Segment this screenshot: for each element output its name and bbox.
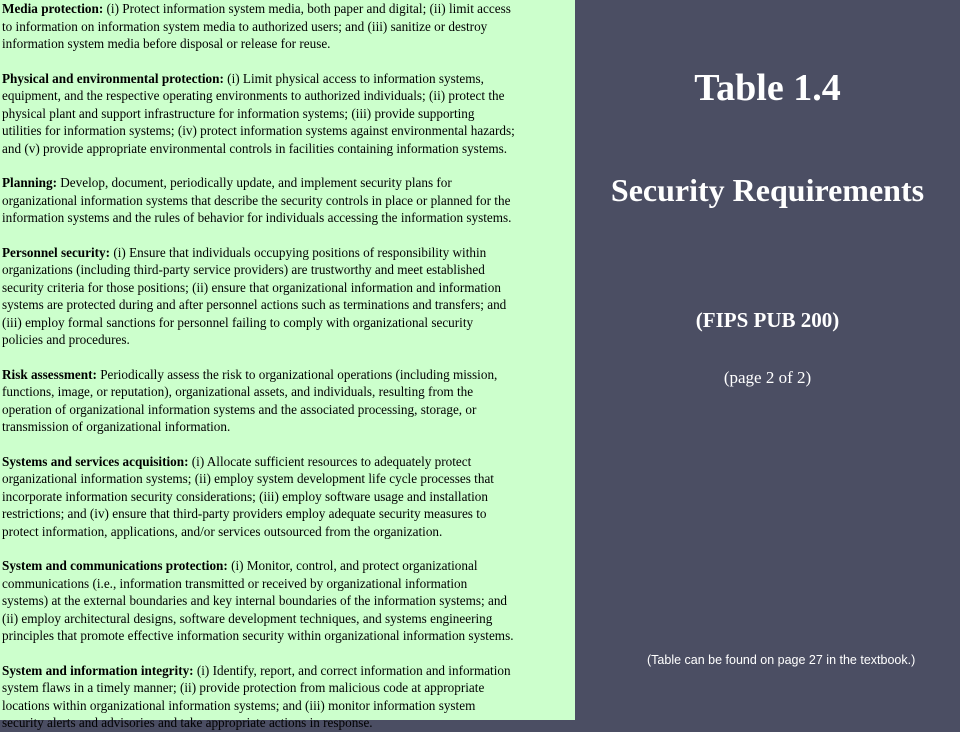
requirement-line <box>2 244 573 262</box>
requirement-text: (i) Allocate sufficient resources to adequately protect <box>188 453 472 469</box>
requirement-item <box>2 0 573 53</box>
requirement-line: policies and procedures. <box>2 332 130 347</box>
requirement-item <box>2 662 573 732</box>
requirement-line <box>2 174 573 192</box>
requirement-text: Develop, document, periodically update, and implement security plans for <box>56 175 452 190</box>
requirement-line: restrictions; and (iv) ensure that third-party providers employ adequate security measures to <box>2 506 487 521</box>
requirement-item <box>2 70 573 158</box>
slide-subtitle: Security Requirements <box>610 172 925 208</box>
requirement-term: Risk assessment: <box>2 366 97 382</box>
requirement-line: information system media before disposal or release for reuse. <box>2 36 331 51</box>
requirement-line: locations within organizational information systems; and (iii) monitor information system <box>2 697 476 713</box>
requirement-line <box>2 70 573 88</box>
requirement-text: Periodically assess the risk to organizational operations (including mission, <box>96 366 498 382</box>
requirement-line: system flaws in a timely manner; (ii) provide protection from malicious code at appropriate <box>2 680 485 695</box>
requirement-line: organizational information systems that describe the security controls in place or planned for the <box>2 192 511 208</box>
requirement-line: organizations (including third-party service providers) are trustworthy and meet established <box>2 262 485 277</box>
requirement-item <box>2 174 573 227</box>
requirement-item <box>2 366 573 436</box>
requirement-line <box>2 557 573 575</box>
requirement-line: functions, image, or reputation), organizational assets, and individuals, resulting from the <box>2 384 474 399</box>
requirement-line: physical plant and support infrastructure for information systems; (iii) provide supporting <box>2 105 475 121</box>
requirement-item <box>2 557 573 645</box>
requirement-term: System and information integrity: <box>2 662 194 678</box>
requirement-line: incorporate information security considerations; (iii) employ software usage and installation <box>2 488 488 504</box>
requirement-line: information systems and the rules of behavior for individuals accessing the information systems. <box>2 210 512 225</box>
requirement-line: (ii) employ architectural designs, software development techniques, and systems engineering <box>2 610 493 626</box>
page-indicator: (page 2 of 2) <box>723 368 812 387</box>
requirement-line: security alerts and advisories and take appropriate actions in response. <box>2 715 373 730</box>
slide-title: Table 1.4 <box>694 67 841 109</box>
source-label: (FIPS PUB 200) <box>695 308 840 332</box>
requirement-text: (i) Ensure that individuals occupying positions of responsibility within <box>110 244 487 260</box>
requirement-text: (i) Monitor, control, and protect organizational <box>227 558 478 573</box>
requirement-line <box>2 0 573 18</box>
requirement-term: Systems and services acquisition: <box>2 453 189 469</box>
requirement-term: Personnel security: <box>2 244 111 260</box>
title-panel <box>575 0 960 720</box>
requirement-line: security criteria for those positions; (ii) ensure that organizational information and information <box>2 279 501 295</box>
requirement-term: Planning: <box>2 175 57 190</box>
requirement-line: principles that promote effective information security within organizational information systems. <box>2 628 514 643</box>
requirement-line: (iii) employ formal sanctions for personnel failing to comply with organizational security <box>2 314 474 330</box>
requirement-text: (i) Protect information system media, both paper and digital; (ii) limit access <box>103 1 511 16</box>
requirement-line: systems are protected during and after personnel actions such as terminations and transfers; and <box>2 297 507 312</box>
requirement-text: (i) Limit physical access to information systems, <box>223 70 484 86</box>
requirement-term: System and communications protection: <box>2 558 228 573</box>
requirement-term: Physical and environmental protection: <box>2 70 224 86</box>
requirement-line: systems) at the external boundaries and key internal boundaries of the information systems; and <box>2 593 508 608</box>
requirement-line: and (v) provide appropriate environmental controls in facilities containing information systems. <box>2 140 508 156</box>
requirement-text: (i) Identify, report, and correct information and information <box>193 662 511 678</box>
requirement-line: to information on information system media to authorized users; and (iii) sanitize or destroy <box>2 18 488 34</box>
requirement-line <box>2 662 573 680</box>
requirement-line: equipment, and the respective operating environments to authorized individuals; (ii) protect the <box>2 88 505 103</box>
requirement-item <box>2 453 573 541</box>
requirement-line <box>2 366 573 384</box>
requirement-line: transmission of organizational information. <box>2 419 231 434</box>
requirement-line: protect information, applications, and/or services outsourced from the organization. <box>2 523 443 539</box>
textbook-note: (Table can be found on page 27 in the textbook.) <box>647 653 916 667</box>
requirement-line: operation of organizational information systems and the associated processing, storage, or <box>2 401 477 417</box>
requirement-line: organizational information systems; (ii) employ system development life cycle processes that <box>2 471 494 486</box>
requirement-line <box>2 453 573 471</box>
requirement-line: communications (i.e., information transmitted or received by organizational information <box>2 575 468 591</box>
requirement-term: Media protection: <box>2 1 104 16</box>
requirement-line: utilities for information systems; (iv) protect information systems against environmental hazards; <box>2 123 515 138</box>
requirement-item <box>2 244 573 349</box>
